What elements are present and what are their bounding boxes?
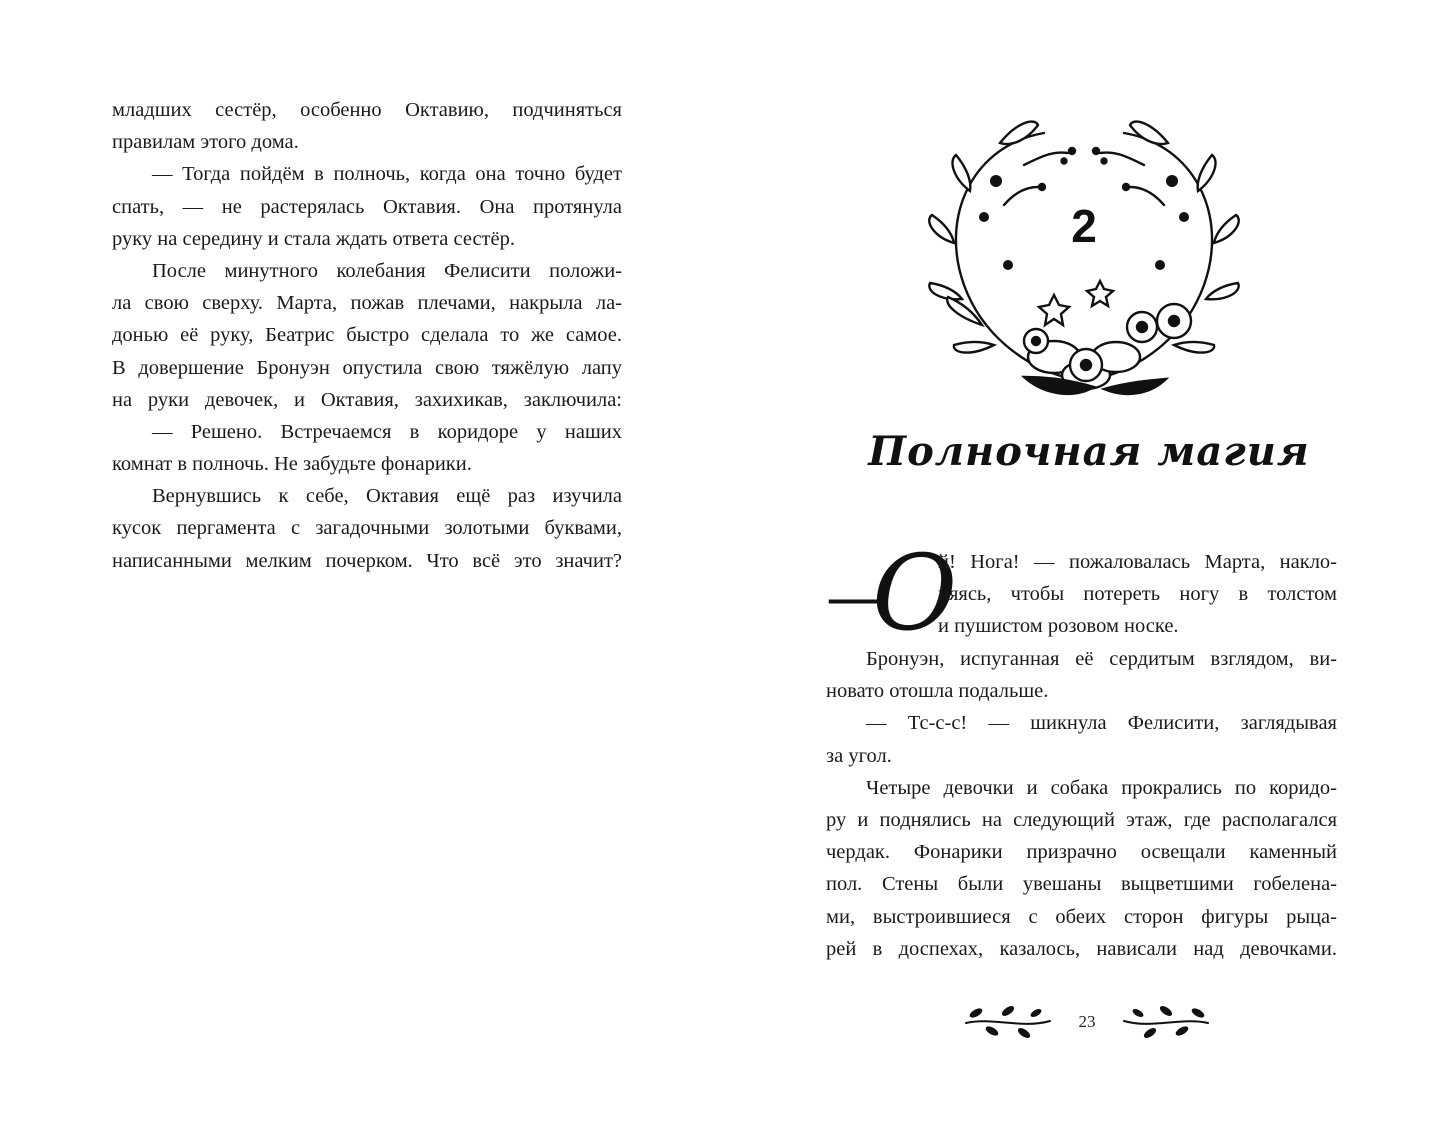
- text-line: пол. Стены были увешаны выцветшими гобелена-: [826, 873, 1337, 896]
- text-line: й! Нога! — пожаловалась Марта, накло-: [938, 551, 1337, 573]
- text-line: правилам этого дома.: [112, 131, 299, 154]
- text-line: — Тогда пойдём в полночь, когда она точно будет: [152, 163, 622, 186]
- chapter-title: Полночная магия: [868, 428, 1310, 475]
- right-page-body-text: [826, 643, 1337, 965]
- text-line: младших сестёр, особенно Октавию, подчиняться: [112, 99, 622, 121]
- text-line: ла свою сверху. Марта, пожав плечами, накрыла ла-: [112, 292, 622, 315]
- text-line: После минутного колебания Фелисити положи-: [152, 259, 622, 282]
- text-line: руку на середину и стала ждать ответа сестёр.: [112, 227, 515, 250]
- chapter-number: 2: [1071, 200, 1097, 252]
- right-page: [724, 0, 1449, 1125]
- drop-cap-letter: О: [872, 532, 958, 654]
- text-line: комнат в полночь. Не забудьте фонарики.: [112, 453, 472, 476]
- text-line: за угол.: [826, 744, 892, 767]
- text-line: кусок пергамента с загадочными золотыми буквами,: [112, 517, 622, 540]
- text-line: ру и поднялись на следующий этаж, где располагался: [826, 808, 1337, 831]
- left-page: [0, 0, 724, 1125]
- text-line: — Решено. Встречаемся в коридоре у наших: [152, 420, 622, 443]
- page-number: 23: [1078, 1012, 1096, 1031]
- floral-wreath-icon: [904, 95, 1264, 415]
- text-line: — Тс-с-с! — шикнула Фелисити, заглядывая: [866, 712, 1337, 735]
- text-line: донью её руку, Беатрис быстро сделала то же самое.: [112, 324, 622, 347]
- text-line: Вернувшись к себе, Октавия ещё раз изучила: [152, 485, 622, 508]
- text-line: новато отошла подальше.: [826, 680, 1049, 703]
- text-line: В довершение Бронуэн опустила свою тяжёлую лапу: [112, 356, 622, 379]
- text-line: спать, — не растерялась Октавия. Она протянула: [112, 195, 622, 218]
- text-line: и пушистом розовом носке.: [938, 615, 1179, 638]
- drop-cap: [822, 532, 958, 654]
- left-page-body-text: [112, 94, 622, 577]
- text-line: на руки девочек, и Октавия, захихикав, заключила:: [112, 388, 622, 411]
- drop-cap-dash: —: [826, 560, 888, 633]
- text-line: чердак. Фонарики призрачно освещали каменный: [826, 841, 1337, 864]
- text-line: ми, выстроившиеся с обеих сторон фигуры рыца-: [826, 905, 1337, 928]
- opening-paragraph: [938, 546, 1337, 643]
- text-line: Четыре девочки и собака прокрались по коридо-: [866, 776, 1337, 799]
- text-line: написанными мелким почерком. Что всё это значит?: [112, 549, 622, 572]
- text-line: рей в доспехах, казалось, нависали над девочками.: [826, 937, 1337, 960]
- text-line: Бронуэн, испуганная её сердитым взглядом, ви-: [866, 648, 1337, 670]
- text-line: няясь, чтобы потереть ногу в толстом: [938, 583, 1337, 606]
